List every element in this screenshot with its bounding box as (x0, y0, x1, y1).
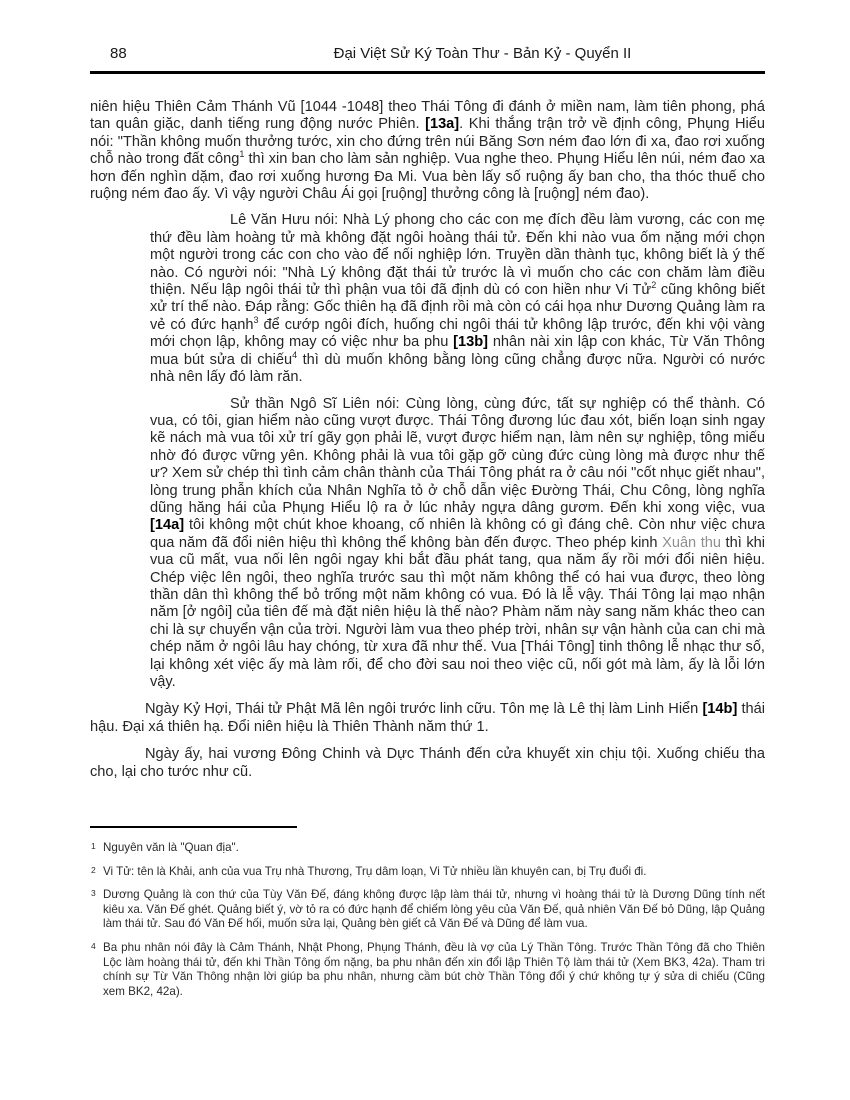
footnote-marker: 3 (91, 888, 96, 899)
text-run: nhân nài xin lập con khác, Từ Văn Thông mua bút sửa di chiếu (150, 334, 765, 368)
text-run: Ngày Kỷ Hợi, Thái tử Phật Mã lên ngôi trước linh cữu. Tôn mẹ là Lê thị làm Linh Hiển (145, 701, 703, 718)
running-title: Đại Việt Sử Ký Toàn Thư - Bản Kỷ - Quyển II (333, 45, 632, 62)
footnote (90, 941, 765, 999)
footnote-reference: 4 (292, 349, 298, 360)
footnote-text: Nguyên văn là "Quan địa". (103, 841, 239, 854)
folio-marker: [14b] (702, 701, 738, 718)
footnotes (90, 841, 765, 999)
footnote-marker: 4 (91, 940, 96, 951)
footnote (90, 841, 765, 856)
text-run: cũng không biết xử trí thế nào. Đáp rằng: Gốc thiên hạ đã định rồi mà còn có cái họa như Dương Quảng làm ra vẻ có đức hạnh (150, 282, 765, 333)
le-van-huu-commentary (150, 212, 765, 386)
book-title-run: Xuân thu (662, 534, 722, 551)
folio-marker: [13a] (425, 116, 460, 133)
footnote-reference: 2 (651, 280, 657, 291)
text-run: Ngày ấy, hai vương Đông Chinh và Dực Thánh đến cửa khuyết xin chịu tội. Xuống chiếu tha cho, lại cho tước như cũ. (90, 746, 765, 780)
footnote-reference: 1 (239, 149, 245, 160)
footnote-separator (90, 826, 297, 828)
footnote-reference: 3 (253, 315, 259, 326)
ngo-si-lien-commentary (150, 396, 765, 692)
text-run: thì khi vua cũ mất, vua nối lên ngôi ngay khi bắt đầu phát tang, qua năm ấy rồi mới đổi niên hiệu. Chép việc lên ngôi, theo nghĩa trước sau thì một năm không thể có hai vua được, theo lòng thần dân thì không thể bỏ trống một năm không có vua. Đó là lễ vậy. Thái Tông lại mạo nhận năm [ở ngôi] của tiên đế mà đặt niên hiệu là thế nào? Phàm năm này sang năm khác theo can chi là sự chuyển vận của trời. Người làm vua theo phép trời, nhân sự vận hành của can chi mà chép năm ở ngôi lâu hay chóng, từ xưa đã như thế. Vua [Thái Tông] tinh thông lễ nhạc thư số, lại không xét việc ấy mà làm rối, để cho đời sau noi theo việc cũ, nối gót mà làm, ấy là lỗi lớn vậy. (150, 534, 765, 690)
text-run: thì xin ban cho làm sản nghiệp. Vua nghe theo. Phụng Hiểu lên núi, ném đao xa hơn đến nghìn dặm, đao rơi xuống hương Đa Mi. Vua bèn lấy số ruộng ấy ban cho, tha thóc thuế cho ruộng ném đao ấy. Vì vậy người Châu Ái gọi [ruộng] thưởng công là [ruộng] ném đao). (90, 151, 765, 203)
text-run: Sử thần Ngô Sĩ Liên nói: Cùng lòng, cùng đức, tất sự nghiệp có thể thành. Có vua, có tôi, gian hiểm nào cũng vượt được. Thái Tông đương lúc đau xót, biến loạn sinh ngay kẽ nách mà vua tôi xử trí gãy gọn phải lẽ, vượt được hiểm nạn, làm nên sự nghiệp, tông miếu nhờ đó được vững yên. Không phải là vua tôi gặp gỡ cùng đức cùng lòng mà được như thế ư? Xem sử chép thì tình cảm chân thành của Thái Tông phát ra ở câu nói "cốt nhục giết nhau", lòng trung phẫn khích của Nhân Nghĩa tỏ ở chỗ dẫn việc Đường Thái, Chu Công, lòng nghĩa dũng hăng hái của Phụng Hiểu lộ ra ở lúc nhảy ngựa dâng gươm. Đến khi xong việc, vua (150, 395, 765, 516)
text-run: niên hiệu Thiên Cảm Thánh Vũ [1044 -1048] theo Thái Tông đi đánh ở miền nam, làm tiên phong, phá tan quân giặc, danh tiếng rung động nước Phiên. (90, 99, 765, 133)
text-run: thì dù muốn không bằng lòng cũng chẳng được nữa. Người có nước nhà nên lấy đó làm răn. (150, 351, 765, 386)
footnote-block (90, 826, 765, 1008)
footnote (90, 865, 765, 880)
footnote-marker: 2 (91, 864, 96, 875)
text-run: tôi không một chút khoe khoang, cố nhiên là không có gì đáng chê. Còn như việc chưa qua năm đã đổi niên hiệu thì không thể không bàn đến được. Theo phép kinh (150, 517, 765, 551)
folio-marker: [14a] (150, 517, 185, 534)
text-run: . Khi thắng trận trở về định công, Phụng Hiểu nói: "Thần không muốn thưởng tước, xin cho đứng trên núi Băng Sơn ném đao lớn đi xa, đao rơi xuống chỗ nào trong đất công (90, 116, 765, 168)
text-run: Lê Văn Hưu nói: Nhà Lý phong cho các con mẹ đích đều làm vương, các con mẹ thứ đều làm hoàng tử mà không đặt ngôi hoàng thái tử. Đến khi nào vua ốm nặng mới chọn một người trong các con cho vào để nối nghiệp lớn. Truyền dần thành tục, không biết là ý thế nào. Có người nói: "Nhà Lý không đặt thái tử trước là vì muốn cho các con chăm làm điều thiện. Nếu lập ngôi thái tử thì phận vua tôi đã định dù có con hiền như Vi Tử (150, 212, 765, 299)
footnote-text: Dương Quảng là con thứ của Tùy Văn Đế, đáng không được lập làm thái tử, nhưng vì hoàng thái tử là Dương Dũng tính nết kiêu xa. Văn Đế ghét. Quảng biết ý, vờ tỏ ra có đức hạnh để chiếm lòng yêu của Văn Đế, quả nhiên Văn Đế bỏ Dũng, lập Quảng làm thái tử. Sau đó Văn Đế hối, muốn sửa lại, Quảng bèn giết cả Văn Đế và Dũng để làm vua. (103, 888, 765, 931)
text-run: thái hậu. Đại xá thiên hạ. Đổi niên hiệu là Thiên Thành năm thứ 1. (90, 701, 765, 735)
footnote-text: Vi Tử: tên là Khải, anh của vua Trụ nhà Thương, Trụ dâm loạn, Vi Tử nhiều lần khuyên can, bị Trụ đuổi đi. (103, 864, 647, 878)
page-header (90, 45, 765, 64)
body-text (90, 99, 765, 781)
ky-hoi-accession-paragraph (90, 701, 765, 736)
pardon-paragraph (90, 746, 765, 781)
page-number: 88 (110, 45, 127, 62)
header-rule (90, 71, 765, 74)
folio-marker: [13b] (453, 334, 489, 351)
text-run: để cướp ngôi đích, huống chi ngôi thái tử không lập trước, đến khi vội vàng mới chọn lập, không may có việc như ba phu (150, 316, 765, 351)
footnote-marker: 1 (91, 841, 96, 851)
footnote (90, 888, 765, 932)
continuation-paragraph (90, 99, 765, 203)
footnote-text: Ba phu nhân nói đây là Cảm Thánh, Nhật Phong, Phụng Thánh, đều là vợ của Lý Thần Tông. Trước Thần Tông đã cho Thiên Lộc làm hoàng thái tử, đến khi Thần Tông ốm nặng, ba phu nhân đến xin đổi lập Thiên Tộ làm thái tử (Xem BK3, 42a). Tham tri chính sự Từ Văn Thông nhận lời giúp ba phu nhân, nhưng cầm bút chờ Thần Tông đổi ý chứ không tự ý sửa di chiếu (Cũng xem BK2, 42a). (103, 940, 765, 998)
